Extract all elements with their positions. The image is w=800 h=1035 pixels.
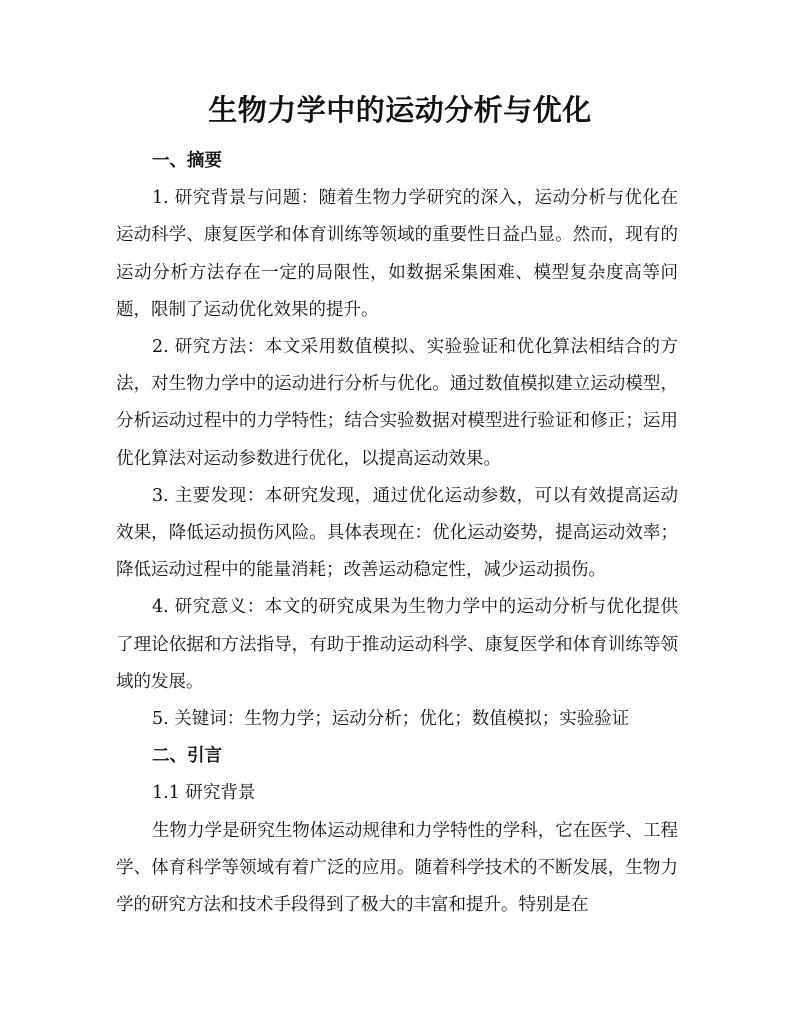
abstract-heading: 一、摘要 — [152, 151, 222, 171]
abstract-item-findings: 3. 主要发现：本研究发现，通过优化运动参数，可以有效提高运动效果，降低运动损伤风险。具体表现在：优化运动姿势，提高运动效率；降低运动过程中的能量消耗；改善运动稳定性，减少运动损伤。 — [116, 485, 678, 581]
abstract-item-keywords: 5. 关键词：生物力学；运动分析；优化；数值模拟；实验验证 — [152, 709, 630, 730]
introduction-heading: 二、引言 — [152, 746, 222, 767]
abstract-item-methods: 2. 研究方法：本文采用数值模拟、实验验证和优化算法相结合的方法，对生物力学中的运动进行分析与优化。通过数值模拟建立运动模型，分析运动过程中的力学特性；结合实验数据对模型进行验证和修正；运用优化算法对运动参数进行优化，以提高运动效果。 — [116, 337, 678, 469]
research-background-subheading: 1.1 研究背景 — [152, 783, 256, 804]
abstract-item-background: 1. 研究背景与问题：随着生物力学研究的深入，运动分析与优化在运动科学、康复医学和体育训练等领域的重要性日益凸显。然而，现有的运动分析方法存在一定的局限性，如数据采集困难、模型复杂度高等问题，限制了运动优化效果的提升。 — [116, 188, 678, 320]
abstract-item-significance: 4. 研究意义：本文的研究成果为生物力学中的运动分析与优化提供了理论依据和方法指导，有助于推动运动科学、康复医学和体育训练等领域的发展。 — [116, 597, 678, 692]
document-title: 生物力学中的运动分析与优化 — [208, 93, 592, 127]
document-body — [116, 143, 678, 924]
introduction-paragraph: 生物力学是研究生物体运动规律和力学特性的学科，它在医学、工程学、体育科学等领域有着广泛的应用。随着科学技术的不断发展，生物力学的研究方法和技术手段得到了极大的丰富和提升。特别是在 — [116, 820, 678, 916]
